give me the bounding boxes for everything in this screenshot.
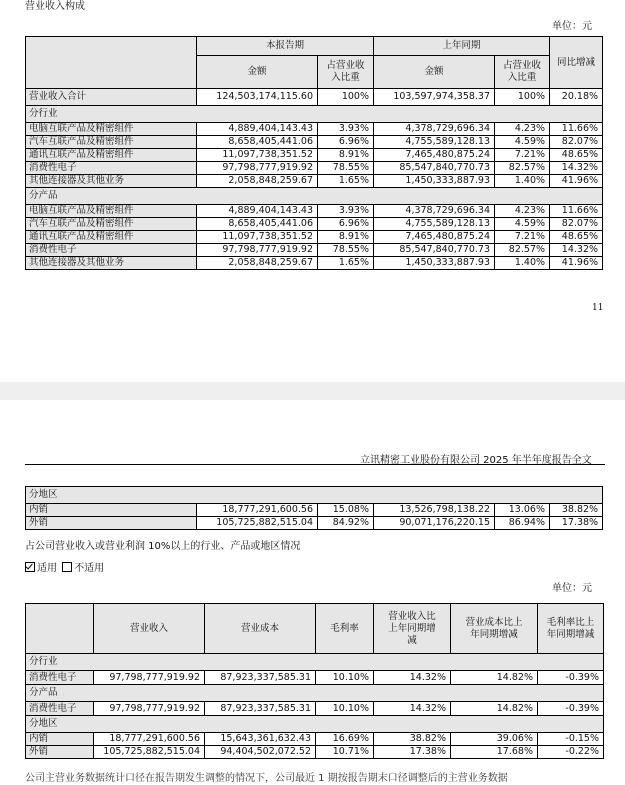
cell-prev-ratio: 7.21% [495, 149, 550, 162]
group-label-industry: 分行业 [26, 654, 604, 671]
cell-cur-amt: 2,058,848,259.67 [197, 175, 318, 188]
cell-rev-yoy: 17.38% [374, 746, 451, 759]
table-row [26, 218, 603, 231]
cell-margin: 10.71% [316, 746, 374, 759]
segment-margin-table [25, 603, 604, 759]
header-amount: 金额 [374, 56, 495, 89]
cell-prev-amt: 1,450,333,887.93 [374, 257, 495, 270]
cell-prev-ratio: 4.59% [495, 218, 550, 231]
cell-cur-ratio: 1.65% [318, 257, 374, 270]
table-row [26, 671, 604, 685]
cell-cur-amt: 11,097,738,351.52 [197, 231, 318, 244]
page-number: 11 [592, 303, 604, 313]
cell-cur-ratio: 15.08% [318, 504, 374, 517]
row-label: 汽车互联产品及精密组件 [26, 136, 197, 149]
cell-revenue: 97,798,777,919.92 [94, 671, 205, 685]
group-label-product: 分产品 [26, 685, 604, 702]
row-label: 内销 [26, 504, 197, 517]
cell-prev-amt: 85,547,840,770.73 [374, 244, 495, 257]
cell-cur-amt: 97,798,777,919.92 [197, 244, 318, 257]
cell-prev-amt: 7,465,480,875.24 [374, 149, 495, 162]
cell-prev-amt: 4,755,589,128.13 [374, 218, 495, 231]
cell-prev-ratio: 4.23% [495, 205, 550, 218]
row-label: 其他连接器及其他业务 [26, 175, 197, 188]
cell-cost-yoy: 17.68% [451, 746, 538, 759]
row-label: 消费性电子 [26, 702, 94, 716]
cell-cur-amt: 8,658,405,441.06 [197, 218, 318, 231]
cell-cost-yoy: 39.06% [451, 733, 538, 746]
header-revenue: 营业收入 [94, 604, 205, 654]
cell-yoy: 14.32% [550, 244, 603, 257]
table-row [26, 702, 604, 716]
table-row [26, 733, 604, 746]
row-label: 消费性电子 [26, 671, 94, 685]
group-label-product: 分产品 [26, 188, 603, 205]
note-10pct: 占公司营业收入或营业利润 10%以上的行业、产品或地区情况 [25, 541, 301, 552]
cell-margin-yoy: -0.39% [538, 671, 604, 685]
cell-cost: 15,643,361,632.43 [205, 733, 316, 746]
cell-cur-amt: 4,889,404,143.43 [197, 205, 318, 218]
cell-cur-amt: 105,725,882,515.04 [197, 517, 318, 530]
cell-rev-yoy: 14.32% [374, 671, 451, 685]
cell-prev-amt: 4,378,729,696.34 [374, 205, 495, 218]
cell-cur-ratio: 6.96% [318, 218, 374, 231]
table-row [26, 257, 603, 270]
table-row [26, 123, 603, 136]
cell-cost: 87,923,337,585.31 [205, 671, 316, 685]
header-yoy: 同比增减 [550, 37, 603, 89]
table-row [26, 175, 603, 188]
table-row [26, 205, 603, 218]
cell-cur-amt: 97,798,777,919.92 [197, 162, 318, 175]
unit-label: 单位：元 [552, 21, 592, 32]
cell-prev-amt: 13,526,798,138.22 [374, 504, 495, 517]
cell-prev-ratio: 1.40% [495, 257, 550, 270]
cell-cur-amt: 18,777,291,600.56 [197, 504, 318, 517]
table-row-total: 营业收入合计 124,503,174,115.60 100% 103,597,974,358.37 100% 20.18% [26, 89, 603, 106]
cell-margin: 10.10% [316, 671, 374, 685]
header-current-period: 本报告期 [197, 37, 374, 56]
table-row [26, 149, 603, 162]
header-cost-yoy: 营业成本比上 年同期增减 [451, 604, 538, 654]
cell-prev-ratio: 7.21% [495, 231, 550, 244]
cell-margin-yoy: -0.39% [538, 702, 604, 716]
page-separator [0, 382, 625, 400]
cell-prev-amt: 85,547,840,770.73 [374, 162, 495, 175]
cell-cost: 87,923,337,585.31 [205, 702, 316, 716]
cell-revenue: 97,798,777,919.92 [94, 702, 205, 716]
header-ratio: 占营业收 入比重 [495, 56, 550, 89]
header-ratio: 占营业收 入比重 [318, 56, 374, 89]
row-label: 通讯互联产品及精密组件 [26, 231, 197, 244]
cell-prev-ratio: 1.40% [495, 175, 550, 188]
cell-prev-ratio: 4.23% [495, 123, 550, 136]
footer-truncated-note: 公司主营业务数据统计口径在报告期发生调整的情况下，公司最近 1 期按报告期末口径调整后的主营业务数据 [25, 773, 508, 784]
header-rev-yoy: 营业收入比 上年同期增 减 [374, 604, 451, 654]
group-label-region: 分地区 [26, 487, 603, 504]
cell-yoy: 11.66% [550, 205, 603, 218]
table-row [26, 504, 603, 517]
cell-yoy: 11.66% [550, 123, 603, 136]
header-item [26, 37, 197, 89]
cell-cur-ratio: 3.93% [318, 123, 374, 136]
cell-margin-yoy: -0.15% [538, 733, 604, 746]
document-title: 立讯精密工业股份有限公司 2025 年半年度报告全文 [360, 455, 592, 466]
cell-margin-yoy: -0.22% [538, 746, 604, 759]
row-label: 汽车互联产品及精密组件 [26, 218, 197, 231]
table-row [26, 244, 603, 257]
cell-cost-yoy: 14.82% [451, 702, 538, 716]
cell-cur-amt: 2,058,848,259.67 [197, 257, 318, 270]
header-amount: 金额 [197, 56, 318, 89]
cell-cost: 94,404,502,072.52 [205, 746, 316, 759]
revenue-composition-table [25, 36, 603, 270]
cell-cur-ratio: 6.96% [318, 136, 374, 149]
cell-yoy: 41.96% [550, 175, 603, 188]
cell-cur-ratio: 1.65% [318, 175, 374, 188]
cell-prev-ratio: 82.57% [495, 162, 550, 175]
header-margin-yoy: 毛利率比上 年同期增减 [538, 604, 604, 654]
header-cost: 营业成本 [205, 604, 316, 654]
cell-yoy: 48.65% [550, 231, 603, 244]
table-row [26, 746, 604, 759]
cell-cost-yoy: 14.82% [451, 671, 538, 685]
cell-yoy: 17.38% [550, 517, 603, 530]
cell-prev-amt: 4,755,589,128.13 [374, 136, 495, 149]
row-label: 消费性电子 [26, 244, 197, 257]
applicability: 适用 不适用 [25, 562, 104, 575]
cell-prev-amt: 1,450,333,887.93 [374, 175, 495, 188]
cell-prev-ratio: 13.06% [495, 504, 550, 517]
header-previous-period: 上年同期 [374, 37, 550, 56]
cell-yoy: 41.96% [550, 257, 603, 270]
cell-revenue: 18,777,291,600.56 [94, 733, 205, 746]
cell-yoy: 38.82% [550, 504, 603, 517]
header-margin: 毛利率 [316, 604, 374, 654]
cell-prev-ratio: 86.94% [495, 517, 550, 530]
cell-prev-ratio: 82.57% [495, 244, 550, 257]
cell-rev-yoy: 14.32% [374, 702, 451, 716]
table-row [26, 162, 603, 175]
unit-label-2: 单位：元 [552, 583, 592, 594]
cell-yoy: 82.07% [550, 136, 603, 149]
table-row [26, 517, 603, 530]
cell-yoy: 48.65% [550, 149, 603, 162]
row-label: 通讯互联产品及精密组件 [26, 149, 197, 162]
region-table [25, 486, 603, 530]
cell-prev-ratio: 4.59% [495, 136, 550, 149]
checkbox-applicable [25, 562, 35, 572]
cell-prev-amt: 90,071,176,220.15 [374, 517, 495, 530]
cell-yoy: 14.32% [550, 162, 603, 175]
cell-cur-ratio: 8.91% [318, 231, 374, 244]
table-row [26, 231, 603, 244]
header-rule [25, 464, 605, 465]
cell-cur-ratio: 78.55% [318, 162, 374, 175]
cell-cur-ratio: 8.91% [318, 149, 374, 162]
row-label: 电脑互联产品及精密组件 [26, 123, 197, 136]
cell-prev-amt: 4,378,729,696.34 [374, 123, 495, 136]
cell-cur-amt: 11,097,738,351.52 [197, 149, 318, 162]
group-label-region: 分地区 [26, 716, 604, 733]
group-label-industry: 分行业 [26, 106, 603, 123]
row-label: 电脑互联产品及精密组件 [26, 205, 197, 218]
table-row [26, 136, 603, 149]
cell-cur-ratio: 3.93% [318, 205, 374, 218]
cell-cur-amt: 8,658,405,441.06 [197, 136, 318, 149]
row-label: 外销 [26, 517, 197, 530]
checkbox-not-applicable [62, 562, 72, 572]
row-label: 内销 [26, 733, 94, 746]
row-label: 其他连接器及其他业务 [26, 257, 197, 270]
row-label: 外销 [26, 746, 94, 759]
cell-margin: 10.10% [316, 702, 374, 716]
cell-prev-amt: 7,465,480,875.24 [374, 231, 495, 244]
cell-margin: 16.69% [316, 733, 374, 746]
row-label: 消费性电子 [26, 162, 197, 175]
cell-cur-ratio: 84.92% [318, 517, 374, 530]
cell-rev-yoy: 38.82% [374, 733, 451, 746]
cell-revenue: 105,725,882,515.04 [94, 746, 205, 759]
cell-yoy: 82.07% [550, 218, 603, 231]
cell-cur-ratio: 78.55% [318, 244, 374, 257]
cell-cur-amt: 4,889,404,143.43 [197, 123, 318, 136]
section-title: 营业收入构成 [25, 1, 85, 12]
